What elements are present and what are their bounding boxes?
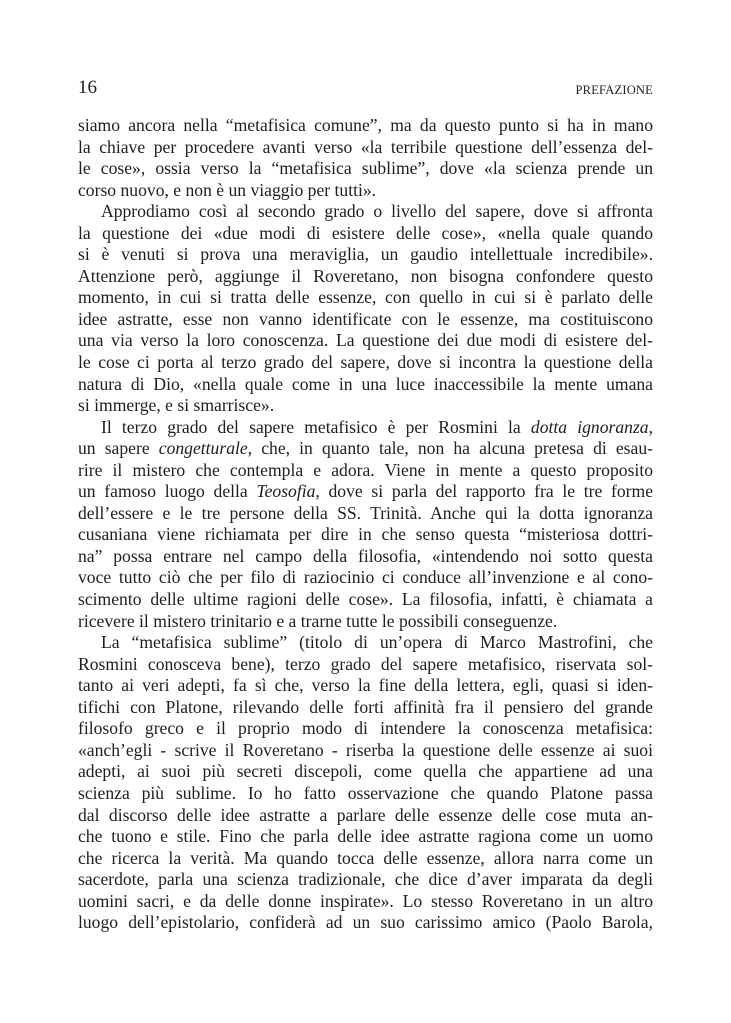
text-line <box>78 244 653 266</box>
text-segment: , <box>648 416 653 437</box>
italic-text: dotta ignoranza <box>530 416 649 437</box>
paragraph <box>78 115 653 201</box>
text-line <box>78 137 653 159</box>
text-segment: Il terzo grado del sapere metafisico è per Rosmini la <box>101 416 531 437</box>
text-segment: Approdiamo così al secondo grado o livello del sapere, dove si affronta <box>101 201 653 222</box>
text-segment: uomini sacri, e da delle donne inspirate». Lo stesso Roveretano in un altro <box>78 890 653 911</box>
text-line <box>78 395 653 417</box>
text-segment: , dove si parla del rapporto fra le tre forme <box>315 481 654 502</box>
text-line <box>78 438 653 460</box>
text-line <box>78 180 653 202</box>
text-segment: la questione dei «due modi di esistere delle cose», «nella quale quando <box>78 222 653 243</box>
text-line <box>78 460 653 482</box>
text-segment: ricevere il mistero trinitario e a trarne tutte le possibili conseguenze. <box>78 610 558 631</box>
text-line <box>78 223 653 245</box>
text-line <box>78 611 653 633</box>
text-segment: le cose», ossia verso la “metafisica sublime”, dove «la scienza prende un <box>78 158 653 179</box>
text-segment: Rosmini conosceva bene), terzo grado del sapere metafisico, riservata sol- <box>78 653 653 674</box>
text-segment: siamo ancora nella “metafisica comune”, ma da questo punto si ha in mano <box>78 115 653 135</box>
running-head: PREFAZIONE <box>575 83 653 97</box>
text-segment: un famoso luogo della <box>78 481 257 502</box>
text-line <box>78 524 653 546</box>
text-line <box>78 546 653 568</box>
text-line <box>78 826 653 848</box>
text-segment: le cose ci porta al terzo grado del sapere, dove si incontra la questione della <box>78 352 653 373</box>
paragraph <box>78 632 653 934</box>
text-line <box>78 654 653 676</box>
text-line <box>78 589 653 611</box>
text-segment: corso nuovo, e non è un viaggio per tutti». <box>78 179 377 200</box>
text-line <box>78 201 653 223</box>
text-segment: dal discorso delle idee astratte a parlare delle essenze delle cose muta an- <box>78 804 653 825</box>
text-segment: una via verso la loro conoscenza. La questione dei due modi di esistere del- <box>78 330 653 351</box>
text-segment: che ricerca la verità. Ma quando tocca delle essenze, allora narra come un <box>78 847 653 868</box>
text-line <box>78 848 653 870</box>
text-line <box>78 330 653 352</box>
text-line <box>78 805 653 827</box>
text-segment: la chiave per procedere avanti verso «la terribile questione dell’essenza del- <box>78 136 653 157</box>
text-segment: tanto ai veri adepti, fa sì che, verso la fine della lettera, egli, quasi si iden- <box>78 675 653 696</box>
text-line <box>78 352 653 374</box>
text-segment: che tuono e stile. Fino che parla delle idee astratte ragiona come un uomo <box>78 826 653 847</box>
text-line <box>78 740 653 762</box>
text-segment: scimento delle ultime ragioni delle cose». La filosofia, infatti, è chiamata a <box>78 589 653 610</box>
text-segment: si immerge, e si smarrisce». <box>78 395 275 416</box>
text-line <box>78 761 653 783</box>
text-segment: voce tutto ciò che per filo di raziocinio ci conduce all’invenzione e al cono- <box>78 567 653 588</box>
page-number: 16 <box>78 77 97 98</box>
text-segment: momento, in cui si tratta delle essenze, con quello in cui si è parlato delle <box>78 287 653 308</box>
body-text <box>78 115 653 934</box>
text-segment: cusaniana viene richiamata per dire in che senso questa “misteriosa dottri- <box>78 524 653 545</box>
text-line <box>78 567 653 589</box>
text-segment: si è venuti si prova una meraviglia, un gaudio intellettuale incredibile». <box>78 244 653 265</box>
text-segment: scienza più sublime. Io ho fatto osservazione che quando Platone passa <box>78 782 653 803</box>
paragraph <box>78 417 653 632</box>
text-line <box>78 374 653 396</box>
paragraph <box>78 201 653 416</box>
text-line <box>78 912 653 934</box>
text-line <box>78 503 653 525</box>
text-line <box>78 481 653 503</box>
text-segment: luogo dell’epistolario, confiderà ad un suo carissimo amico (Paolo Barola, <box>78 912 653 933</box>
text-segment: adepti, ai suoi più secreti discepoli, come quella che appartiene ad una <box>78 761 653 782</box>
text-segment: rire il mistero che contempla e adora. Viene in mente a questo proposito <box>78 459 653 480</box>
text-segment: filosofo greco e il proprio modo di intendere la conoscenza metafisica: <box>78 718 653 739</box>
text-line <box>78 632 653 654</box>
text-segment: La “metafisica sublime” (titolo di un’opera di Marco Mastrofini, che <box>101 632 653 653</box>
text-segment: tifichi con Platone, rilevando delle forti affinità fra il pensiero del grande <box>78 696 653 717</box>
text-segment: Attenzione però, aggiunge il Roveretano, non bisogna confondere questo <box>78 265 653 286</box>
text-line <box>78 869 653 891</box>
text-segment: un sapere <box>78 438 159 459</box>
text-line <box>78 115 653 137</box>
text-segment: , che, in quanto tale, non ha alcuna pretesa di esau- <box>247 438 653 459</box>
text-line <box>78 891 653 913</box>
text-line <box>78 266 653 288</box>
text-line <box>78 718 653 740</box>
text-segment: natura di Dio, «nella quale come in una luce inaccessibile la mente umana <box>78 373 653 394</box>
text-line <box>78 158 653 180</box>
italic-text: Teosofia <box>256 481 316 502</box>
text-segment: na” possa entrare nel campo della filosofia, «intendendo noi sotto questa <box>78 545 653 566</box>
text-line <box>78 675 653 697</box>
text-segment: sacerdote, parla una scienza tradizionale, che dice d’aver imparata da degli <box>78 869 653 890</box>
text-segment: idee astratte, esse non vanno identificate con le essenze, ma costituiscono <box>78 308 653 329</box>
text-line <box>78 309 653 331</box>
text-line <box>78 287 653 309</box>
text-segment: «anch’egli - scrive il Roveretano - riserba la questione delle essenze ai suoi <box>78 739 653 760</box>
text-segment: dell’essere e le tre persone della SS. Trinità. Anche qui la dotta ignoranza <box>78 502 653 523</box>
text-line <box>78 697 653 719</box>
text-line <box>78 783 653 805</box>
text-line <box>78 417 653 439</box>
italic-text: congetturale <box>158 438 248 459</box>
